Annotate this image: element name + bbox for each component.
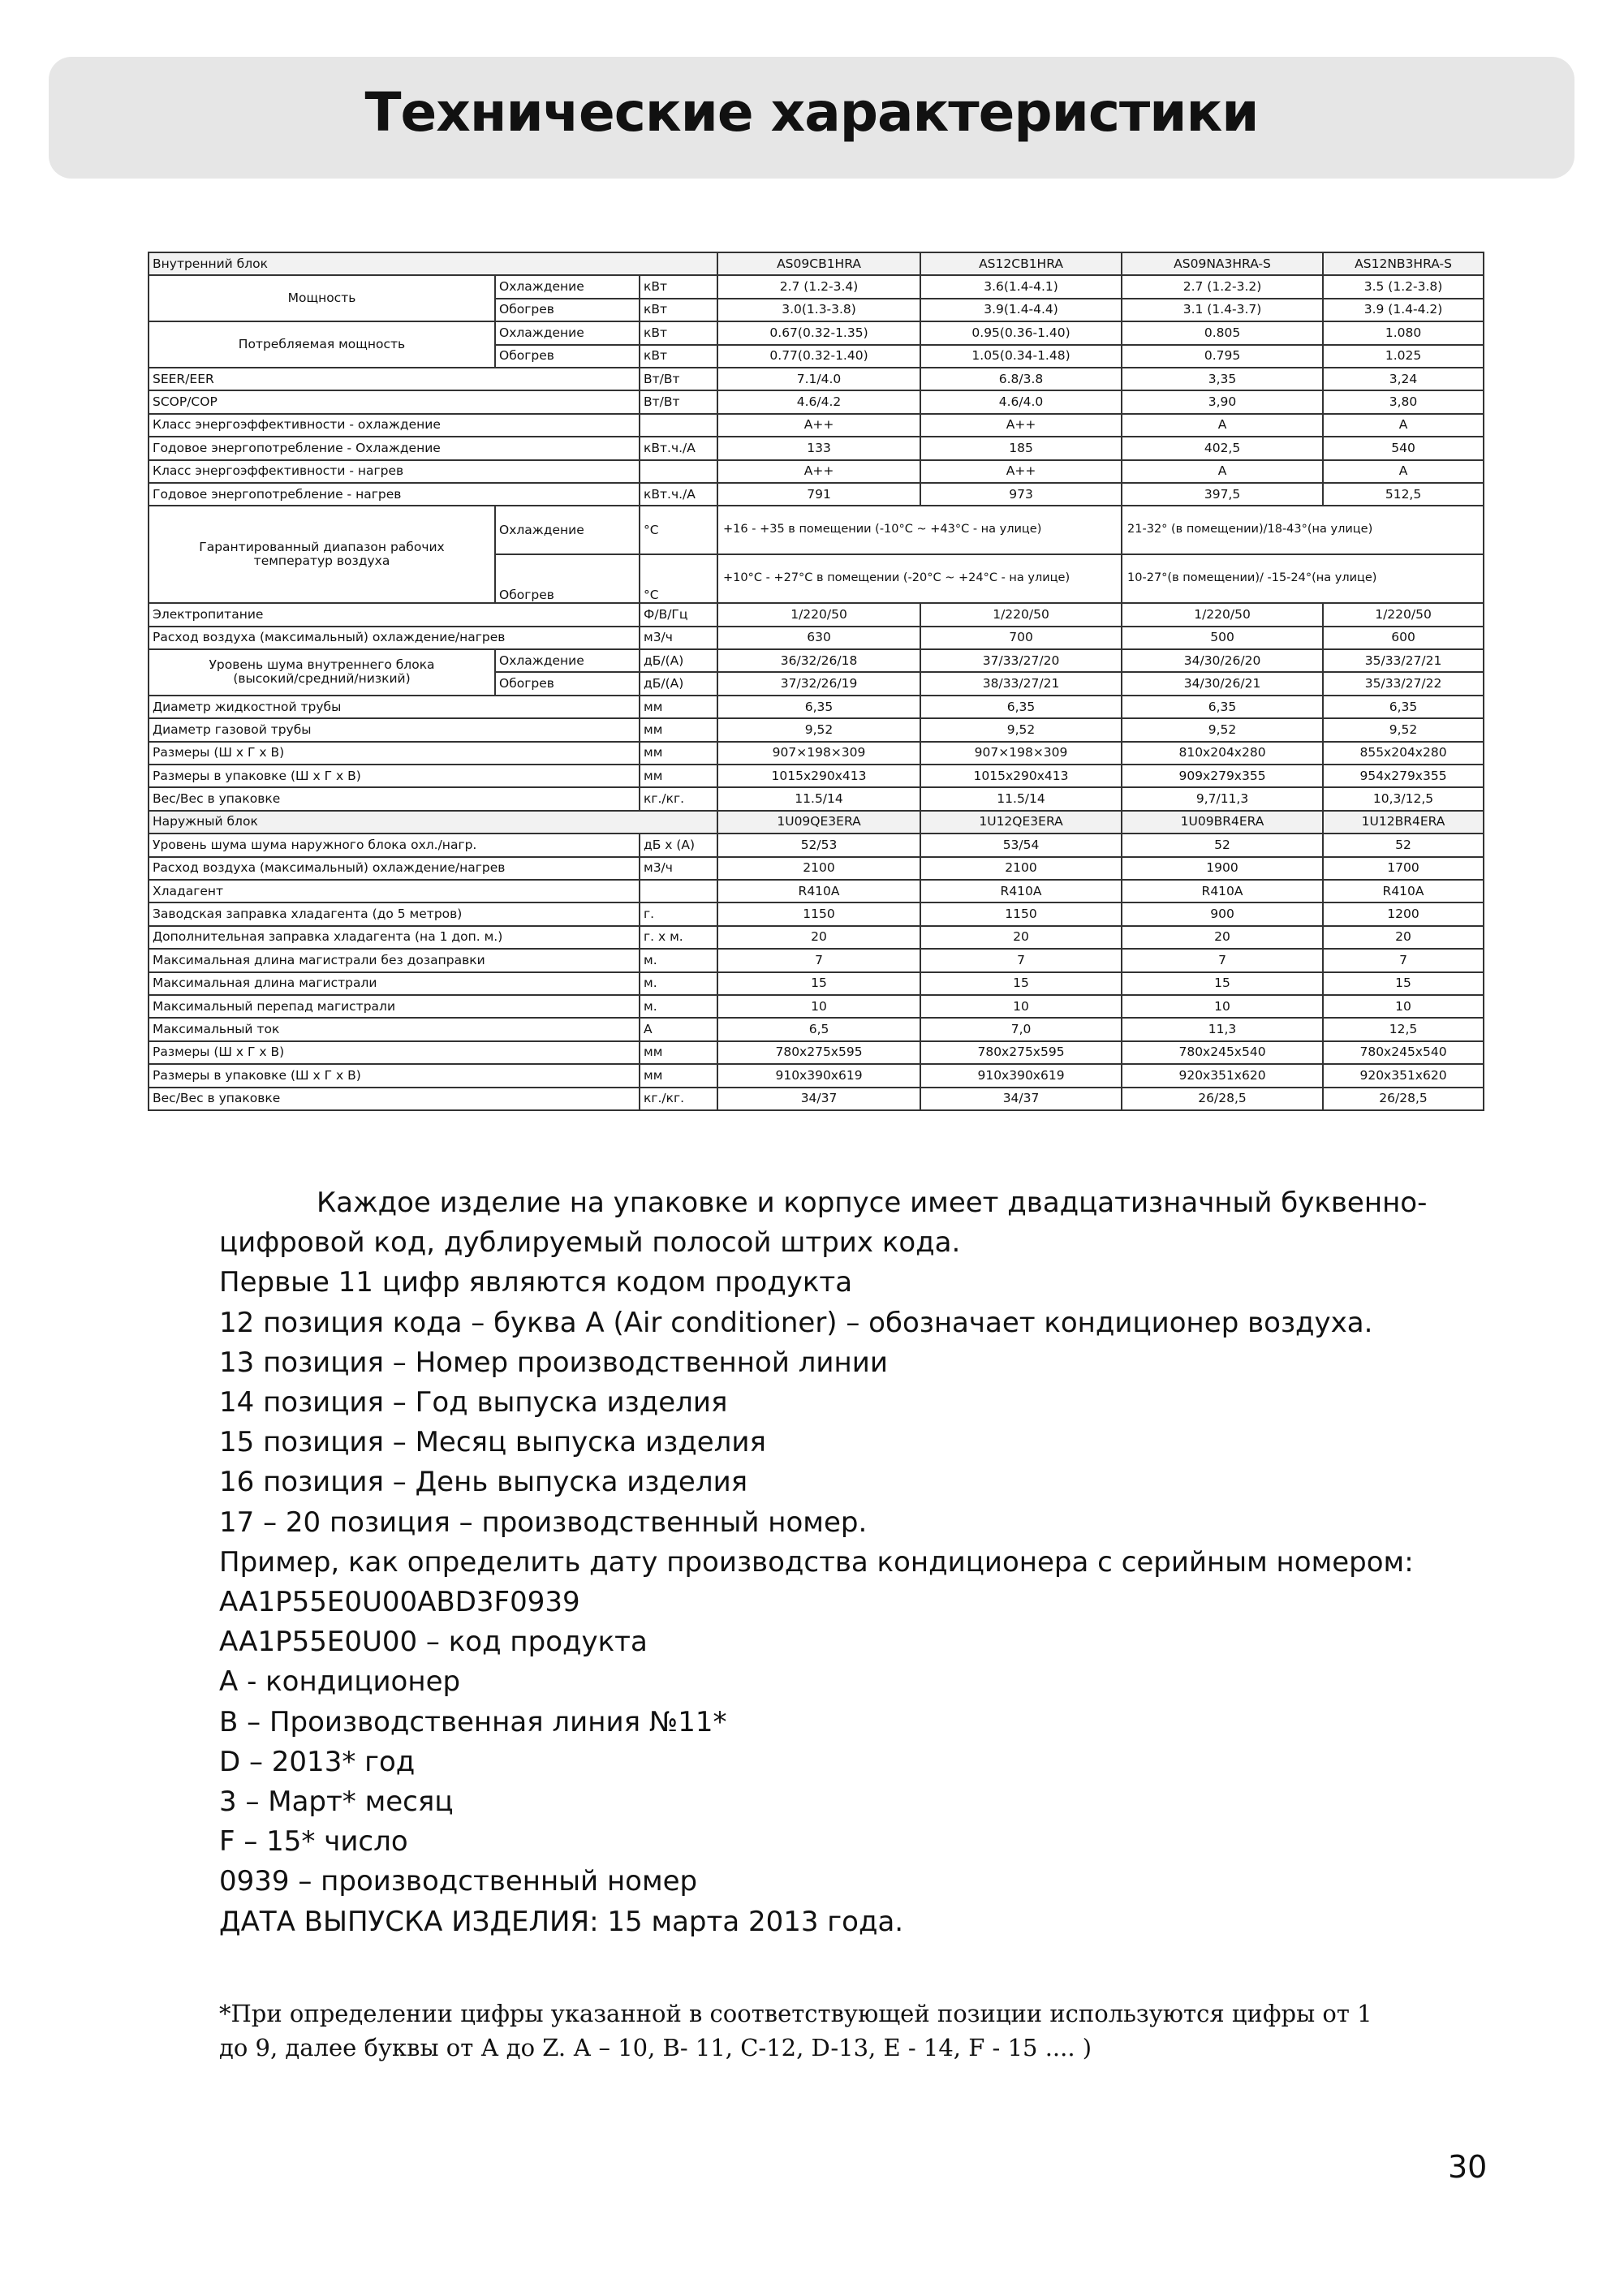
footnote-line: *При определении цифры указанной в соответствующей позиции используются цифры от 1 [219,2000,1372,2027]
row-label: Размеры в упаковке (Ш х Г х В) [149,1064,640,1087]
value-cell: 3.9 (1.4-4.2) [1323,299,1484,321]
value-cell: R410A [1122,880,1323,902]
table-row [149,696,1484,718]
outdoor-model: 1U09QE3ERA [717,811,920,834]
unit-cell [640,460,717,483]
value-cell: 1/220/50 [1323,603,1484,626]
unit-cell: кВт [640,321,717,344]
value-cell: 1015x290x413 [920,765,1122,787]
value-cell: R410A [717,880,920,902]
table-row [149,649,1484,672]
unit-cell: кВт [640,299,717,321]
row-label: Диаметр газовой трубы [149,718,640,741]
row-label: Годовое энергопотребление - Охлаждение [149,437,640,459]
value-cell: 7 [920,949,1122,971]
table-row [149,506,1484,554]
mode-label: Охлаждение [495,321,640,344]
value-cell: 3.6(1.4-4.1) [920,275,1122,298]
value-cell: 1700 [1323,857,1484,880]
value-cell: 397,5 [1122,483,1323,506]
value-cell: 2100 [920,857,1122,880]
value-cell: 2.7 (1.2-3.4) [717,275,920,298]
value-cell: 1900 [1122,857,1323,880]
mode-label: Обогрев [495,299,640,321]
value-cell: 6,35 [717,696,920,718]
mode-label: Обогрев [495,345,640,368]
unit-cell [640,880,717,902]
table-row [149,321,1484,344]
table-row [149,1041,1484,1064]
value-cell: 0.95(0.36-1.40) [920,321,1122,344]
value-cell: 1015x290x413 [717,765,920,787]
row-label: Расход воздуха (максимальный) охлаждение/нагрев [149,627,640,649]
row-label: Уровень шума шума наружного блока охл./нагр. [149,834,640,856]
value-cell: R410A [1323,880,1484,902]
unit-cell: мм [640,742,717,765]
value-cell: 52/53 [717,834,920,856]
table-row [149,1018,1484,1040]
text-line: 16 позиция – День выпуска изделия [219,1466,748,1499]
title-bar [49,57,1574,179]
value-cell: 9,7/11,3 [1122,787,1323,810]
value-cell: A [1122,460,1323,483]
page-number: 30 [1448,2149,1488,2185]
table-row [149,949,1484,971]
row-label: Вес/Вес в упаковке [149,1088,640,1110]
value-cell: 10,3/12,5 [1323,787,1484,810]
value-cell: A++ [717,414,920,437]
value-cell: 35/33/27/22 [1323,672,1484,695]
value-cell: 3,35 [1122,368,1323,390]
value-cell: 973 [920,483,1122,506]
table-row [149,857,1484,880]
text-line: 12 позиция кода – буква А (Air conditioner) – обозначает кондиционер воздуха. [219,1306,1373,1339]
value-cell: 15 [1323,972,1484,995]
value-cell: 15 [920,972,1122,995]
value-cell: 0.795 [1122,345,1323,368]
value-cell: 780x275x595 [920,1041,1122,1064]
value-cell: 512,5 [1323,483,1484,506]
row-label: SEER/EER [149,368,640,390]
value-cell: 7 [1323,949,1484,971]
rows-group-c [149,696,1484,811]
outdoor-model: 1U12BR4ERA [1323,811,1484,834]
text-line: AA1P55E0U00 – код продукта [219,1626,648,1659]
value-cell: 6,35 [1122,696,1323,718]
value-cell: 1/220/50 [1122,603,1323,626]
value-cell: 20 [1122,926,1323,949]
row-label: Размеры в упаковке (Ш х Г х В) [149,765,640,787]
value-cell: 7,0 [920,1018,1122,1040]
value-cell: 20 [920,926,1122,949]
text-line: Пример, как определить дату производства кондиционера с серийным номером: [219,1545,1414,1579]
value-cell: 37/33/27/20 [920,649,1122,672]
table-row [149,811,1484,834]
row-label: Годовое энергопотребление - нагрев [149,483,640,506]
unit-cell: г. х м. [640,926,717,949]
value-cell: 1200 [1323,902,1484,925]
unit-cell: дБ х (А) [640,834,717,856]
row-label: Вес/Вес в упаковке [149,787,640,810]
value-cell: 34/37 [920,1088,1122,1110]
value-cell: 540 [1323,437,1484,459]
table-row [149,627,1484,649]
value-cell: 920x351x620 [1122,1064,1323,1087]
row-label: Максимальная длина магистрали без дозаправки [149,949,640,971]
table-row [149,460,1484,483]
value-cell: 909x279x355 [1122,765,1323,787]
text-line: F – 15* число [219,1825,408,1859]
table-row [149,437,1484,459]
value-cell: 21-32° (в помещении)/18-43°(на улице) [1122,506,1484,554]
value-cell: 630 [717,627,920,649]
value-cell: 52 [1122,834,1323,856]
model-name: AS09CB1HRA [717,252,920,275]
value-cell: 35/33/27/21 [1323,649,1484,672]
table-row [149,926,1484,949]
table-row [149,880,1484,902]
value-cell: 133 [717,437,920,459]
noise-label-2: (высокий/средний/низкий) [233,671,411,687]
value-cell: 954x279x355 [1323,765,1484,787]
value-cell: 4.6/4.2 [717,390,920,413]
table-row [149,718,1484,741]
table-row [149,603,1484,626]
row-label: Диаметр жидкостной трубы [149,696,640,718]
value-cell: 36/32/26/18 [717,649,920,672]
unit-cell: м. [640,972,717,995]
value-cell: 700 [920,627,1122,649]
value-cell: 38/33/27/21 [920,672,1122,695]
text-line: 15 позиция – Месяц выпуска изделия [219,1426,766,1459]
footnote [219,1997,1396,2065]
text-line: А - кондиционер [219,1665,461,1699]
value-cell: +16 - +35 в помещении (-10°С ~ +43°С - на улице) [717,506,1122,554]
value-cell: 26/28,5 [1323,1088,1484,1110]
value-cell: 600 [1323,627,1484,649]
unit-cell: Вт/Вт [640,368,717,390]
value-cell: 3.5 (1.2-3.8) [1323,275,1484,298]
unit-cell: А [640,1018,717,1040]
mode-label: Охлаждение [495,649,640,672]
row-label: Мощность [149,275,495,321]
row-label [149,649,495,696]
table-row [149,390,1484,413]
unit-cell: м. [640,949,717,971]
mode-label: Охлаждение [495,275,640,298]
value-cell: 10 [717,995,920,1018]
value-cell: 15 [717,972,920,995]
text-line: ДАТА ВЫПУСКА ИЗДЕЛИЯ: 15 марта 2013 года. [219,1905,904,1938]
unit-cell: кг./кг. [640,1088,717,1110]
value-cell: 34/30/26/20 [1122,649,1323,672]
unit-cell: мм [640,1064,717,1087]
table-row [149,787,1484,810]
row-label: Максимальный ток [149,1018,640,1040]
mode-label: Обогрев [495,554,640,603]
value-cell: 910x390x619 [920,1064,1122,1087]
value-cell: 9,52 [717,718,920,741]
unit-cell: м3/ч [640,857,717,880]
value-cell: 6,35 [920,696,1122,718]
table-row [149,995,1484,1018]
text-line: Первые 11 цифр являются кодом продукта [219,1266,853,1299]
value-cell: 10 [1122,995,1323,1018]
value-cell: 6,35 [1323,696,1484,718]
table-row [149,483,1484,506]
value-cell: 900 [1122,902,1323,925]
row-label: Размеры (Ш х Г х В) [149,1041,640,1064]
value-cell: 37/32/26/19 [717,672,920,695]
rows-group-d [149,834,1484,1110]
table-row [149,1064,1484,1087]
text-line: AA1P55E0U00ABD3F0939 [219,1586,580,1619]
value-cell: 1.025 [1323,345,1484,368]
table-row [149,902,1484,925]
temp-range-label-2: температур воздуха [253,554,390,569]
value-cell: A++ [717,460,920,483]
unit-cell: дБ/(А) [640,649,717,672]
table-row [149,252,1484,275]
value-cell: 1.05(0.34-1.48) [920,345,1122,368]
unit-cell: м3/ч [640,627,717,649]
text-line: Каждое изделие на упаковке и корпусе имеет двадцатизначный буквенно- [317,1187,1428,1219]
value-cell: 1150 [717,902,920,925]
value-cell: 11,3 [1122,1018,1323,1040]
value-cell: 3,24 [1323,368,1484,390]
unit-cell: кВт.ч./А [640,437,717,459]
value-cell: 26/28,5 [1122,1088,1323,1110]
value-cell: 780x245x540 [1323,1041,1484,1064]
value-cell: 3,80 [1323,390,1484,413]
value-cell: 402,5 [1122,437,1323,459]
spec-table [148,252,1484,1111]
value-cell: A [1323,460,1484,483]
row-label: Потребляемая мощность [149,321,495,368]
mode-label: Охлаждение [495,506,640,554]
unit-cell: мм [640,1041,717,1064]
table-row [149,275,1484,298]
outdoor-model: 1U09BR4ERA [1122,811,1323,834]
unit-cell [640,414,717,437]
value-cell: 20 [1323,926,1484,949]
noise-label-1: Уровень шума внутреннего блока [209,657,435,673]
value-cell: +10°С - +27°С в помещении (-20°С ~ +24°С - на улице) [717,554,1122,603]
value-cell: 920x351x620 [1323,1064,1484,1087]
value-cell: 20 [717,926,920,949]
unit-cell: Ф/В/Гц [640,603,717,626]
value-cell: 780x245x540 [1122,1041,1323,1064]
unit-cell: °С [640,554,717,603]
table-row [149,765,1484,787]
footnote-line: до 9, далее буквы от А до Z. А – 10, В- 11, С-12, D-13, Е - 14, F - 15 .... ) [219,2034,1092,2061]
value-cell: 53/54 [920,834,1122,856]
value-cell: 10-27°(в помещении)/ -15-24°(на улице) [1122,554,1484,603]
value-cell: 4.6/4.0 [920,390,1122,413]
value-cell: 1/220/50 [717,603,920,626]
unit-cell: г. [640,902,717,925]
outdoor-unit-label: Наружный блок [149,811,717,834]
unit-cell: Вт/Вт [640,390,717,413]
value-cell: 10 [920,995,1122,1018]
unit-cell: мм [640,696,717,718]
value-cell: 12,5 [1323,1018,1484,1040]
row-label: Электропитание [149,603,640,626]
model-name: AS09NA3HRA-S [1122,252,1323,275]
value-cell: A++ [920,414,1122,437]
value-cell: 34/37 [717,1088,920,1110]
value-cell: 0.67(0.32-1.35) [717,321,920,344]
unit-cell: дБ/(А) [640,672,717,695]
value-cell: 0.805 [1122,321,1323,344]
value-cell: 2.7 (1.2-3.2) [1122,275,1323,298]
value-cell: 6.8/3.8 [920,368,1122,390]
value-cell: 1/220/50 [920,603,1122,626]
value-cell: 34/30/26/21 [1122,672,1323,695]
text-line: 14 позиция – Год выпуска изделия [219,1386,728,1419]
table-row [149,972,1484,995]
value-cell: 3.1 (1.4-3.7) [1122,299,1323,321]
text-line: цифровой код, дублируемый полосой штрих кода. [219,1226,961,1260]
value-cell: 907×198×309 [920,742,1122,765]
unit-cell: мм [640,765,717,787]
model-name: AS12NB3HRA-S [1323,252,1484,275]
row-label: Размеры (Ш х Г х В) [149,742,640,765]
table-row [149,368,1484,390]
temp-range-label-1: Гарантированный диапазон рабочих [199,540,445,555]
value-cell: 52 [1323,834,1484,856]
value-cell: A++ [920,460,1122,483]
value-cell: 11.5/14 [920,787,1122,810]
value-cell: 3.9(1.4-4.4) [920,299,1122,321]
table-row [149,1088,1484,1110]
value-cell: 7.1/4.0 [717,368,920,390]
unit-cell: кВт [640,345,717,368]
text-line: В – Производственная линия №11* [219,1705,727,1738]
unit-cell: кг./кг. [640,787,717,810]
row-label: Класс энергоэффективности - нагрев [149,460,640,483]
value-cell: 810x204x280 [1122,742,1323,765]
model-name: AS12CB1HRA [920,252,1122,275]
rows-group-a [149,368,1484,506]
value-cell: R410A [920,880,1122,902]
value-cell: 10 [1323,995,1484,1018]
value-cell: 855x204x280 [1323,742,1484,765]
row-label: Класс энергоэффективности - охлаждение [149,414,640,437]
value-cell: 1.080 [1323,321,1484,344]
value-cell: A [1323,414,1484,437]
value-cell: 9,52 [1122,718,1323,741]
value-cell: 907×198×309 [717,742,920,765]
value-cell: 500 [1122,627,1323,649]
rows-group-b [149,603,1484,649]
text-line: 17 – 20 позиция – производственный номер. [219,1506,868,1539]
value-cell: 6,5 [717,1018,920,1040]
indoor-unit-label: Внутренний блок [149,252,717,275]
row-label: Хладагент [149,880,640,902]
unit-cell: м. [640,995,717,1018]
value-cell: 2100 [717,857,920,880]
text-line: 0939 – производственный номер [219,1865,698,1898]
value-cell: A [1122,414,1323,437]
serial-info [219,1183,1477,1942]
row-label: SCOP/COP [149,390,640,413]
unit-cell: мм [640,718,717,741]
row-label: Расход воздуха (максимальный) охлаждение/нагрев [149,857,640,880]
value-cell: 0.77(0.32-1.40) [717,345,920,368]
unit-cell: кВт [640,275,717,298]
value-cell: 1150 [920,902,1122,925]
value-cell: 7 [1122,949,1323,971]
table-row [149,834,1484,856]
row-label: Заводская заправка хладагента (до 5 метров) [149,902,640,925]
row-label: Максимальная длина магистрали [149,972,640,995]
outdoor-model: 1U12QE3ERA [920,811,1122,834]
value-cell: 9,52 [920,718,1122,741]
table-row [149,414,1484,437]
text-line: D – 2013* год [219,1745,416,1778]
text-line: 3 – Март* месяц [219,1786,454,1819]
row-label [149,506,495,603]
table-row [149,742,1484,765]
value-cell: 3,90 [1122,390,1323,413]
value-cell: 791 [717,483,920,506]
mode-label: Обогрев [495,672,640,695]
value-cell: 910x390x619 [717,1064,920,1087]
value-cell: 185 [920,437,1122,459]
row-label: Максимальный перепад магистрали [149,995,640,1018]
page-title: Технические характеристики [364,81,1259,144]
value-cell: 15 [1122,972,1323,995]
value-cell: 3.0(1.3-3.8) [717,299,920,321]
value-cell: 11.5/14 [717,787,920,810]
value-cell: 7 [717,949,920,971]
value-cell: 9,52 [1323,718,1484,741]
unit-cell: °С [640,506,717,554]
value-cell: 780x275x595 [717,1041,920,1064]
text-line: 13 позиция – Номер производственной линии [219,1346,888,1379]
unit-cell: кВт.ч./А [640,483,717,506]
row-label: Дополнительная заправка хладагента (на 1 доп. м.) [149,926,640,949]
